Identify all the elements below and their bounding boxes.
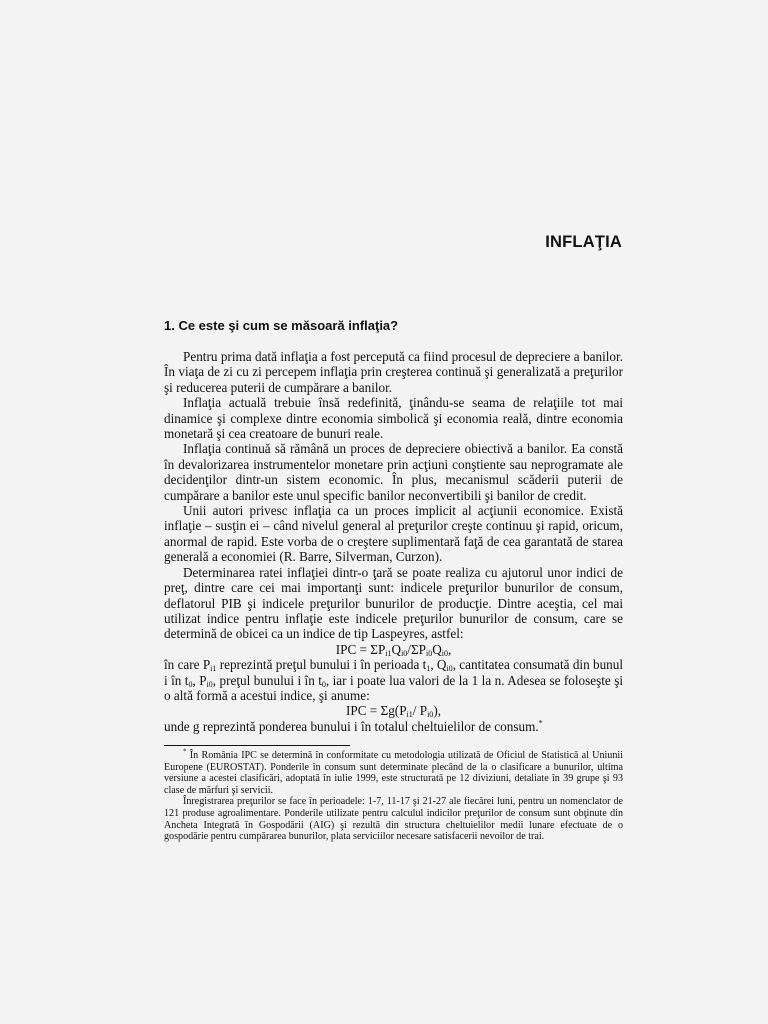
weight-explanation: unde g reprezintă ponderea bunului i în totalul cheltuielilor de consum.* bbox=[164, 718, 543, 734]
paragraph: Inflaţia actuală trebuie însă redefinită, ţinându-se seama de relaţiile tot mai dinamice şi complexe dintre economia simbolică şi economia reală, dintre economia monetară şi cea creatoare de bunuri reale. bbox=[164, 395, 623, 442]
footnote: * În România IPC se determină în conformitate cu metodologia utilizată de Oficiul de Statistică al Uniunii Europene (EUROSTAT). Ponderile în consum sunt determinate plecând de la o clasificare a bunurilor, ultima versiune a acestei clasificări, adoptată în iulie 1999, este structurată pe 12 diviziuni, detaliate în 39 grupe şi 93 clase de mărfuri şi servicii. bbox=[164, 747, 623, 796]
formula-weighted: IPC = $\Sigma g(P_{i1}/$ $P_{i0}$), bbox=[345, 703, 442, 720]
paragraph: Inflaţia continuă să rămână un proces de depreciere obiectivă a banilor. Ea constă în devalorizarea instrumentelor monetare prin acţiuni conştiente sau neprogramate ale decidenţilor dintr-un sistem economic. În plus, mecanismul scăderii puterii de cumpărare a banilor este unul specific banilor neconvertibili şi banilor de credit. bbox=[164, 441, 623, 503]
footnote-reference[interactable]: * bbox=[538, 718, 543, 728]
footnote-divider bbox=[164, 745, 350, 746]
paragraph: Determinarea ratei inflaţiei dintr-o ţară se poate realiza cu ajutorul unor indici de preţ, dintre care cei mai importanţi sunt: indicele preţurilor bunurilor de consum, deflatorul PIB şi indicele preţurilor bunurilor de producţie. Dintre aceştia, cel mai utilizat indice pentru inflaţie este indicele preţurilor bunurilor de consum, care se determină de obicei ca un indice de tip Laspeyres, astfel: bbox=[164, 564, 623, 642]
paragraph: Pentru prima dată inflaţia a fost percepută ca fiind procesul de depreciere a banilor. În viaţa de zi cu zi percepem inflaţia prin creşterea continuă şi generalizată a preţurilor şi reducerea puterii de cumpărare a banilor. bbox=[164, 349, 623, 395]
formula-laspeyres: IPC = $\Sigma P_{i1}Q_{i0}/\Sigma P_{i0}Q_{i0}$, bbox=[335, 641, 452, 658]
paragraph: Unii autori privesc inflaţia ca un proces implicit al acţiunii economice. Există inflaţie – susţin ei – când nivelul general al preţurilor creşte continuu şi rapid, oricum, anormal de rapid. Este vorba de o creştere suplimentară faţă de cea garantată de starea generală a economiei (R. Barre, Silverman, Curzon). bbox=[164, 503, 623, 565]
body-text bbox=[164, 349, 623, 734]
footnote: Înregistrarea preţurilor se face în perioadele: 1-7, 11-17 şi 21-27 ale fiecărei luni, pentru un nomenclator de 121 produse agroalimentare. Ponderile utilizate pentru calculul indicilor preţurilor de consum sunt obţinute din Ancheta Integrată în Gospodării (AIG) şi rezultă din structura cheltuielilor medii lunare efectuate de o gospodărie pentru cumpărarea bunurilor, plata serviciilor necesare satisfacerii nevoilor de trai. bbox=[164, 796, 623, 843]
footnotes bbox=[164, 747, 623, 843]
chapter-title: INFLAŢIA bbox=[545, 233, 622, 251]
formula-explanation: în care $P_{i1}$ reprezintă preţul bunului i în perioada $t_1$, $Q_{i0}$, cantitatea consumată din bunul i în $t_0$, $P_{i0}$, preţul bunului i în $t_0$, iar i poate lua valori de la 1 la n. Adesea se foloseşte şi o altă formă a acestui indice, şi anume: bbox=[164, 657, 624, 703]
section-heading: 1. Ce este şi cum se măsoară inflaţia? bbox=[164, 318, 399, 333]
footnote-marker: * bbox=[183, 747, 187, 756]
